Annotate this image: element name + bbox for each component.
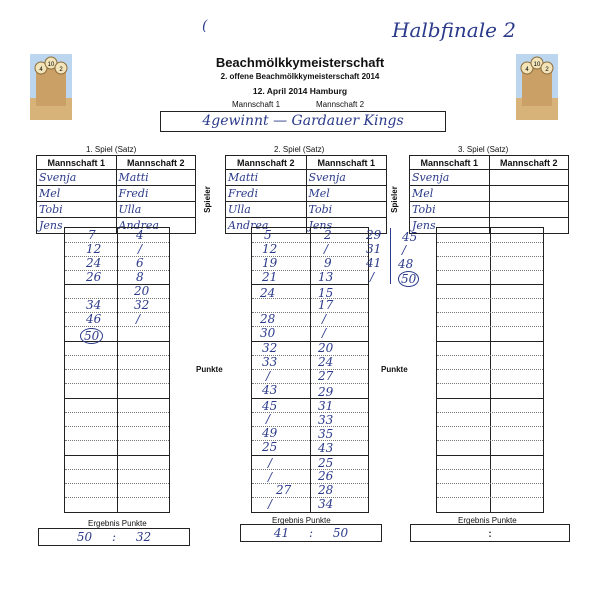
g2-extra-score: /	[402, 243, 407, 257]
event-date: 12. April 2014 Hamburg	[252, 86, 348, 96]
game2-player: Jens	[306, 218, 387, 234]
svg-text:2: 2	[545, 67, 549, 73]
g2-score: 49	[262, 426, 278, 440]
g2-score: 20	[318, 341, 334, 355]
g2-score: 34	[318, 497, 334, 511]
g1-score: /	[138, 242, 143, 256]
result-label-game2: Ergebnis Punkte	[272, 516, 331, 525]
game1-player: Jens	[37, 218, 117, 234]
result-box-game1	[38, 528, 190, 546]
result-box-game2	[240, 524, 382, 542]
g2-score: /	[322, 312, 327, 326]
game3-player	[489, 170, 569, 186]
page-subtitle: 2. offene Beachmölkkymeisterschaft 2014	[220, 72, 380, 81]
g2-score: 43	[262, 383, 278, 397]
game2-player: Andrea	[226, 218, 307, 234]
g2-score: 28	[260, 312, 276, 326]
score-separator: :	[308, 526, 314, 540]
g2-score: 33	[262, 355, 278, 369]
g2-extra-score: 31	[366, 242, 382, 256]
game2-player: Ulla	[226, 202, 307, 218]
margin-mark: (	[202, 18, 208, 34]
g2-score: 19	[262, 256, 278, 270]
game2-players-table	[225, 155, 387, 234]
punkte-label-game2: Punkte	[196, 365, 223, 374]
g1-score: 8	[136, 270, 144, 284]
g2-score: /	[322, 326, 327, 340]
spieler-label-game3: Spieler	[389, 186, 399, 213]
game3-player	[489, 202, 569, 218]
g2-score: 27	[276, 483, 292, 497]
svg-text:4: 4	[525, 67, 529, 73]
spieler-label-game2: Spieler	[202, 186, 212, 213]
result-label-game3: Ergebnis Punkte	[458, 516, 517, 525]
game3-col1-header: Mannschaft 1	[410, 156, 490, 170]
svg-text:10: 10	[47, 62, 55, 68]
g1-score: 4	[136, 228, 144, 242]
g2-extra-score: /	[370, 270, 375, 284]
game2-title: 2. Spiel (Satz)	[274, 145, 325, 154]
g2-extra-score: 41	[366, 256, 382, 270]
g2-score: /	[266, 412, 271, 426]
g2-score: 15	[318, 286, 334, 300]
game1-player: Tobi	[37, 202, 117, 218]
game2-player: Tobi	[306, 202, 387, 218]
g2-score: 29	[318, 385, 334, 399]
game2-col1-header: Mannschaft 2	[226, 156, 307, 170]
g2-score: /	[324, 242, 329, 256]
g2-score: 12	[262, 242, 278, 256]
g1-score: /	[136, 312, 141, 326]
game1-player: Mel	[37, 186, 117, 202]
game1-col1-header: Mannschaft 1	[37, 156, 117, 170]
g2-score: 43	[318, 441, 334, 455]
g2-score: /	[268, 470, 273, 484]
game1-score-team2: 32	[135, 530, 152, 544]
g2-score: 24	[318, 355, 334, 369]
g2-extra-divider	[390, 228, 391, 284]
game1-player: Ulla	[116, 202, 196, 218]
g2-extra-score: 45	[402, 230, 418, 244]
g2-score: 17	[318, 298, 334, 312]
g2-score: /	[268, 497, 273, 511]
game3-players-table	[409, 155, 569, 234]
g2-score: 45	[262, 399, 278, 413]
g1-score: 6	[136, 256, 144, 270]
game3-score-grid	[436, 227, 544, 513]
g2-extra-score: 48	[398, 257, 414, 271]
score-separator: :	[487, 526, 493, 540]
game2-score-team2: 50	[332, 526, 349, 540]
g2-score: 33	[318, 413, 334, 427]
g1-score: 12	[86, 242, 102, 256]
game3-player: Mel	[410, 186, 490, 202]
game3-player: Jens	[410, 218, 490, 234]
g1-score: 46	[86, 312, 102, 326]
g2-score: 2	[324, 228, 332, 242]
game1-player: Fredi	[116, 186, 196, 202]
game2-player: Matti	[226, 170, 307, 186]
g2-score: /	[268, 456, 273, 470]
game3-player: Svenja	[410, 170, 490, 186]
g2-score: /	[266, 369, 271, 383]
game1-title: 1. Spiel (Satz)	[86, 145, 137, 154]
g1-score: 34	[86, 298, 102, 312]
game1-score-team1: 50	[76, 530, 93, 544]
g2-score: 30	[260, 326, 276, 340]
game1-players-table	[36, 155, 196, 234]
game2-col2-header: Mannschaft 1	[306, 156, 387, 170]
g2-score: 35	[318, 427, 334, 441]
g2-score: 26	[318, 469, 334, 483]
svg-text:4: 4	[39, 67, 43, 73]
g2-score: 27	[318, 369, 334, 383]
g1-score: 32	[134, 298, 150, 312]
punkte-label-game3: Punkte	[381, 365, 408, 374]
game3-player	[489, 186, 569, 202]
g2-score: 13	[318, 270, 334, 284]
team1-label: Mannschaft 1	[232, 100, 281, 109]
g1-score: 24	[86, 256, 102, 270]
g2-score: 25	[318, 456, 334, 470]
result-label-game1: Ergebnis Punkte	[88, 519, 147, 528]
game2-player: Mel	[306, 186, 387, 202]
game3-col2-header: Mannschaft 2	[489, 156, 569, 170]
g1-score: 20	[134, 284, 150, 298]
game2-score-team1: 41	[273, 526, 290, 540]
g2-score: 25	[262, 440, 278, 454]
halbfinale-note: Halbfinale 2	[392, 18, 517, 42]
game3-title: 3. Spiel (Satz)	[458, 145, 509, 154]
page-title: Beachmölkkymeisterschaft	[215, 55, 385, 70]
svg-text:2: 2	[59, 67, 63, 73]
game3-player: Tobi	[410, 202, 490, 218]
g1-score: 7	[88, 228, 96, 242]
g2-score: 24	[260, 286, 276, 300]
game1-player: Svenja	[37, 170, 117, 186]
game2-player: Svenja	[306, 170, 387, 186]
g2-score: 5	[264, 228, 272, 242]
g2-score: 28	[318, 483, 334, 497]
g2-score: 9	[324, 256, 332, 270]
g2-score: 21	[262, 270, 278, 284]
g2-score: 31	[318, 399, 334, 413]
score-separator: :	[111, 530, 117, 544]
result-box-game3	[410, 524, 570, 542]
svg-text:10: 10	[533, 62, 541, 68]
game1-player: Matti	[116, 170, 196, 186]
g1-score: 50	[80, 328, 103, 344]
game1-player: Andrea	[116, 218, 196, 234]
game1-col2-header: Mannschaft 2	[116, 156, 196, 170]
team2-label: Mannschaft 2	[316, 100, 365, 109]
g2-extra-score: 50	[398, 271, 419, 287]
game1-score-grid	[64, 227, 170, 513]
game2-player: Fredi	[226, 186, 307, 202]
g1-score: 26	[86, 270, 102, 284]
g2-extra-score: 29	[366, 228, 382, 242]
g2-score: 32	[262, 341, 278, 355]
teams-field: 4gewinnt — Gardauer Kings	[160, 111, 446, 132]
